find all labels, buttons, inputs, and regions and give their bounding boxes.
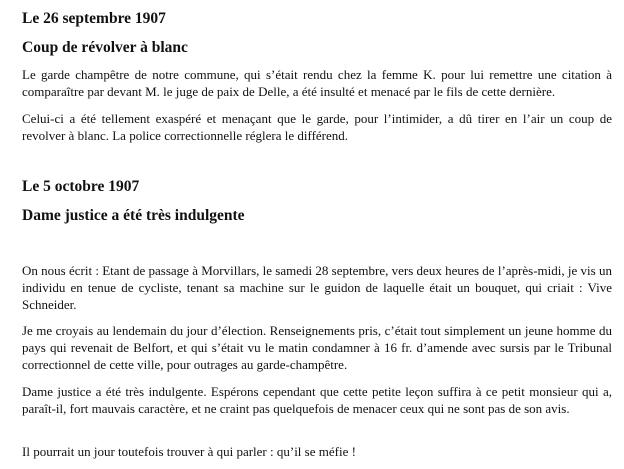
article-1-title: Coup de révolver à blanc [22,39,188,56]
article-2-title: Dame justice a été très indulgente [22,207,245,224]
article-2-paragraph-2: Je me croyais au lendemain du jour d’élection. Renseignements pris, c’était tout simplement un jeune homme du pays qui revenait de Belfort, et qui s’était vu le matin condamner à 16 fr. d’amende avec sursis par le Tribunal correctionnel de cette ville, pour outrages au garde-champêtre. [22,323,612,372]
article-2-paragraph-1: On nous écrit : Etant de passage à Morvillars, le samedi 28 septembre, vers deux heures de l’après-midi, je vis un individu en tenue de cycliste, tenant sa machine sur le guidon de laquelle était un bouquet, qui criait : Vive Schneider. [22,263,612,312]
article-1-paragraph-1: Le garde champêtre de notre commune, qui s’était rendu chez la femme K. pour lui remettre une citation à comparaître par devant M. le juge de paix de Delle, a été insulté et menacé par le fils de cette dernière. [22,67,612,99]
article-2-paragraph-4: Il pourrait un jour toutefois trouver à qui parler : qu’il se méfie ! [22,444,356,459]
article-2-date: Le 5 octobre 1907 [22,178,140,195]
article-2-paragraph-3: Dame justice a été très indulgente. Espérons cependant que cette petite leçon suffira à ce petit monsieur qui a, paraît-il, fort mauvais caractère, et ne craint pas quelquefois de menacer ceux qui ne sont pas de son avis. [22,384,612,416]
article-1-paragraph-2: Celui-ci a été tellement exaspéré et menaçant que le garde, pour l’intimider, a dû tirer en l’air un coup de revolver à blanc. La police correctionnelle réglera le différend. [22,111,612,143]
article-1-date: Le 26 septembre 1907 [22,10,166,27]
